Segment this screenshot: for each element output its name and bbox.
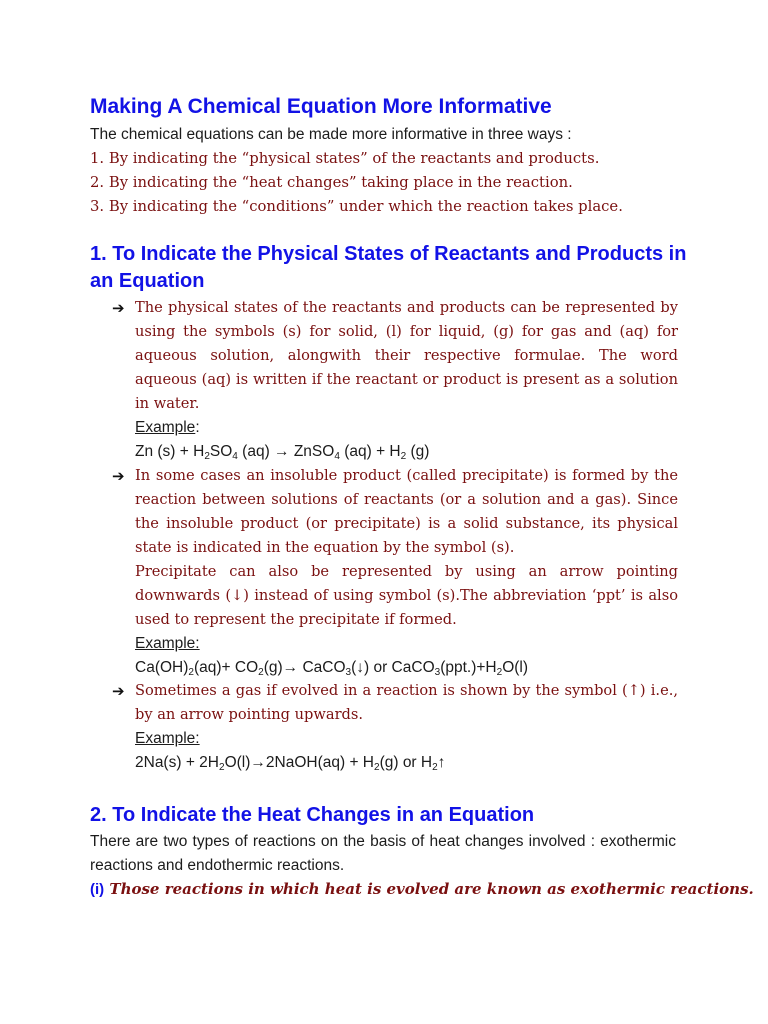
example-label: Example: [135, 635, 200, 652]
arrow-bullet-icon: ➔ [112, 467, 125, 485]
equation-zinc: Zn $(s) + H_2SO_4$ (aq) → ZnSO$_4$ $(aq) + H_2$ (g) [135, 443, 430, 462]
section-2-heading: 2. To Indicate the Heat Changes in an Equation [90, 804, 535, 826]
intro-lead: The chemical equations can be made more informative in three ways : [90, 126, 572, 143]
point-text: Those reactions in which heat is evolved are known as exothermic reactions. [109, 880, 754, 898]
example-label: Example [135, 419, 196, 436]
intro-block [90, 123, 690, 219]
arrow-bullet-icon: ➔ [112, 682, 125, 700]
bullet-text: In some cases an insoluble product (called precipitate) is formed by the reaction between solutions of reactants (or a solution and a gas). Since the insoluble product (or precipitate) is a solid substance, its physical state is indicated in the equation by the symbol (s). [135, 467, 678, 556]
example-label-row [135, 416, 678, 440]
point-number: (i) [90, 881, 105, 898]
arrow-bullet-icon: ➔ [112, 299, 125, 317]
bullet-text: Sometimes a gas if evolved in a reaction is shown by the symbol (↑) i.e., by an arrow pointing upwards. [135, 682, 678, 723]
intro-way-2: 2. By indicating the “heat changes” taking place in the reaction. [90, 174, 573, 191]
bullet-text-continued: Precipitate can also be represented by using an arrow pointing downwards (↓) instead of using symbol (s).The abbreviation ‘ppt’ is also used to represent the precipitate if formed. [135, 563, 678, 628]
intro-way-3: 3. By indicating the “conditions” under which the reaction takes place. [90, 198, 623, 215]
intro-way-1: 1. By indicating the “physical states” of the reactants and products. [90, 150, 600, 167]
section-2-intro: There are two types of reactions on the basis of heat changes involved : exothermic reactions and endothermic reactions. [90, 833, 676, 874]
page-title: Making A Chemical Equation More Informative [90, 95, 552, 118]
bullet-text: The physical states of the reactants and products can be represented by using the symbols (s) for solid, (l) for liquid, (g) for gas and (aq) for aqueous solution, alongwith their respective formulae. The word aqueous (aq) is written if the reactant or product is present as a solution in water. [135, 299, 678, 412]
equation-calcium: $Ca(OH)_2(aq)+ CO_2(g)\to$ CaCO$_3$(↓) or $CaCO_3(ppt.)+H_2O(l)$ [135, 659, 529, 678]
exothermic-point [90, 877, 754, 902]
section-1-heading: 1. To Indicate the Physical States of Reactants and Products in an Equation [90, 243, 687, 292]
equation-sodium: $2Na(s) + 2H_2O(l)\to 2NaOH(aq) + H_2(g)$ or $H_2↑$ [135, 754, 446, 773]
example-label: Example: [135, 730, 200, 747]
bullet-gas-evolved [112, 679, 678, 775]
example-colon: : [195, 419, 200, 436]
bullet-physical-states [112, 296, 678, 464]
bullet-precipitate [112, 464, 678, 680]
